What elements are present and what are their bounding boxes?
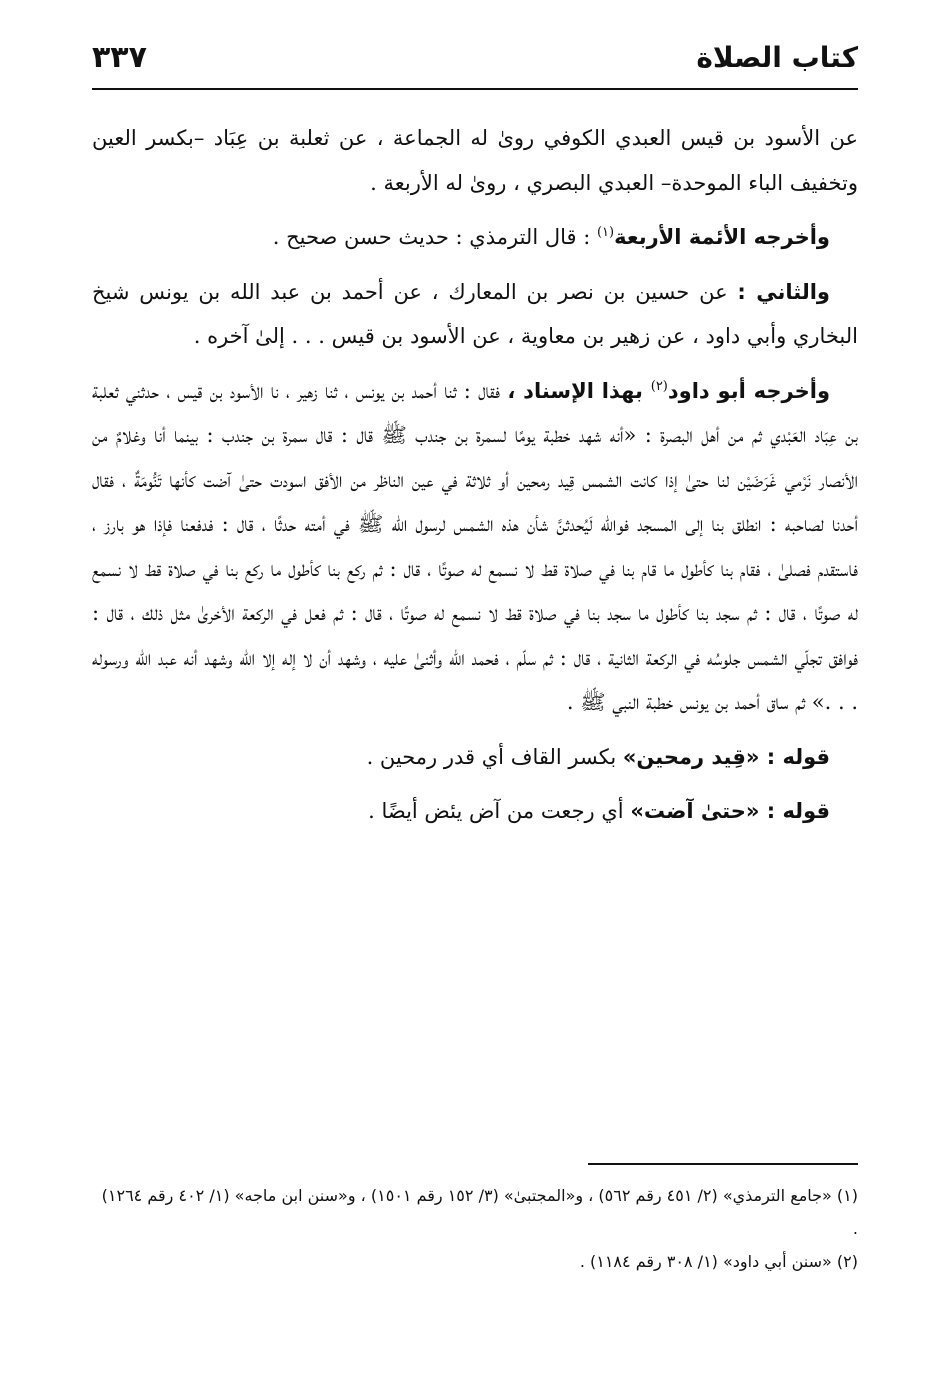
page-number: ٣٣٧ xyxy=(92,40,147,75)
main-text xyxy=(92,116,858,844)
footnote-ref-2: (٢) xyxy=(650,378,668,394)
paragraph-3 xyxy=(92,270,858,359)
paragraph-6 xyxy=(92,789,858,834)
paragraph-lead: وأخرجه الأئمة الأربعة xyxy=(614,225,830,249)
running-title: كتاب الصلاة xyxy=(696,41,858,74)
paragraph-text: فقال : ثنا أحمد بن يونس ، ثنا زهير ، نا الأسود بن قيس ، حدثني ثعلبة بن عِبَاد العَبْدي ثم من أهل البصرة : «أنه شهد خطبة يومًا لسمرة بن جندب ﷺ قال : قال سمرة بن جندب : بينما أنا وغلامٌ من الأنصار نَرْمي غَرَضَيْن لنا حتىٰ إذا كانت الشمس قِيد رمحين أو ثلاثة في عين الناظر من الأفق اسودت حتىٰ آضت كأنها تَنُّومَةٌ ، فقال أحدنا لصاحبه : انطلق بنا إلى المسجد فوالله لَيُحدثنَّ شأن هذه الشمس لرسول الله ﷺ في أمته حدثًا ، قال : فدفعنا فإذا هو بارز ، فاستقدم فصلىٰ ، فقام بنا كأطول ما قام بنا في صلاة قط لا نسمع له صوتًا ، قال : ثم ركع بنا كأطول ما ركع بنا في صلاة قط لا نسمع له صوتًا ، قال : ثم سجد بنا كأطول ما سجد بنا في صلاة قط لا نسمع له صوتًا ، قال : ثم فعل في الركعة الأخرىٰ مثل ذلك ، قال : فوافق تجلّي الشمس جلوسُه في الركعة الثانية ، قال : ثم سلّم ، فحمد الله وأثنىٰ عليه ، وشهد أن لا إله إلا الله وشهد أنه عبد الله ورسوله . . .» ثم ساق أحمد بن يونس خطبة النبي ﷺ . xyxy=(92,378,858,714)
paragraph-text: أي رجعت من آض يئض أيضًا . xyxy=(368,799,631,823)
paragraph-5 xyxy=(92,735,858,780)
paragraph-lead: وأخرجه أبو داود xyxy=(667,378,830,403)
footnote-divider xyxy=(588,1163,858,1165)
paragraph-lead-2: بهذا الإسناد ، xyxy=(507,378,651,403)
paragraph-2 xyxy=(92,215,858,260)
footnotes xyxy=(92,1163,858,1278)
paragraph-lead: قوله : «قِيد رمحين» xyxy=(622,744,830,769)
paragraph-lead: قوله : «حتىٰ آضت» xyxy=(630,799,830,823)
paragraph-text: بكسر القاف أي قدر رمحين . xyxy=(366,744,623,769)
paragraph-1: عن الأسود بن قيس العبدي الكوفي روىٰ له الجماعة ، عن ثعلبة بن عِبَاد –بكسر العين وتخفيف الباء الموحدة– العبدي البصري ، روىٰ له الأربعة . xyxy=(92,126,858,195)
page-header xyxy=(92,36,858,90)
paragraph-lead: والثاني : xyxy=(737,279,830,304)
paragraph-4 xyxy=(92,369,858,725)
paragraph-text: : قال الترمذي : حديث حسن صحيح . xyxy=(272,225,597,249)
footnote-ref-1: (١) xyxy=(596,225,615,240)
footnote-2: (٢) «سنن أبي داود» (١/ ٣٠٨ رقم ١١٨٤) . xyxy=(579,1252,858,1271)
paragraph-text: عن حسين بن نصر بن المعارك ، عن أحمد بن عبد الله بن يونس شيخ البخاري وأبي داود ، عن زهير بن معاوية ، عن الأسود بن قيس . . . إلىٰ آخره . xyxy=(92,279,858,348)
footnote-1: (١) «جامع الترمذي» (٢/ ٤٥١ رقم ٥٦٢) ، و«المجتبىٰ» (٣/ ١٥٢ رقم ١٥٠١) ، و«سنن ابن ماجه» (١/ ٤٠٢ رقم ١٢٦٤) . xyxy=(101,1186,858,1238)
